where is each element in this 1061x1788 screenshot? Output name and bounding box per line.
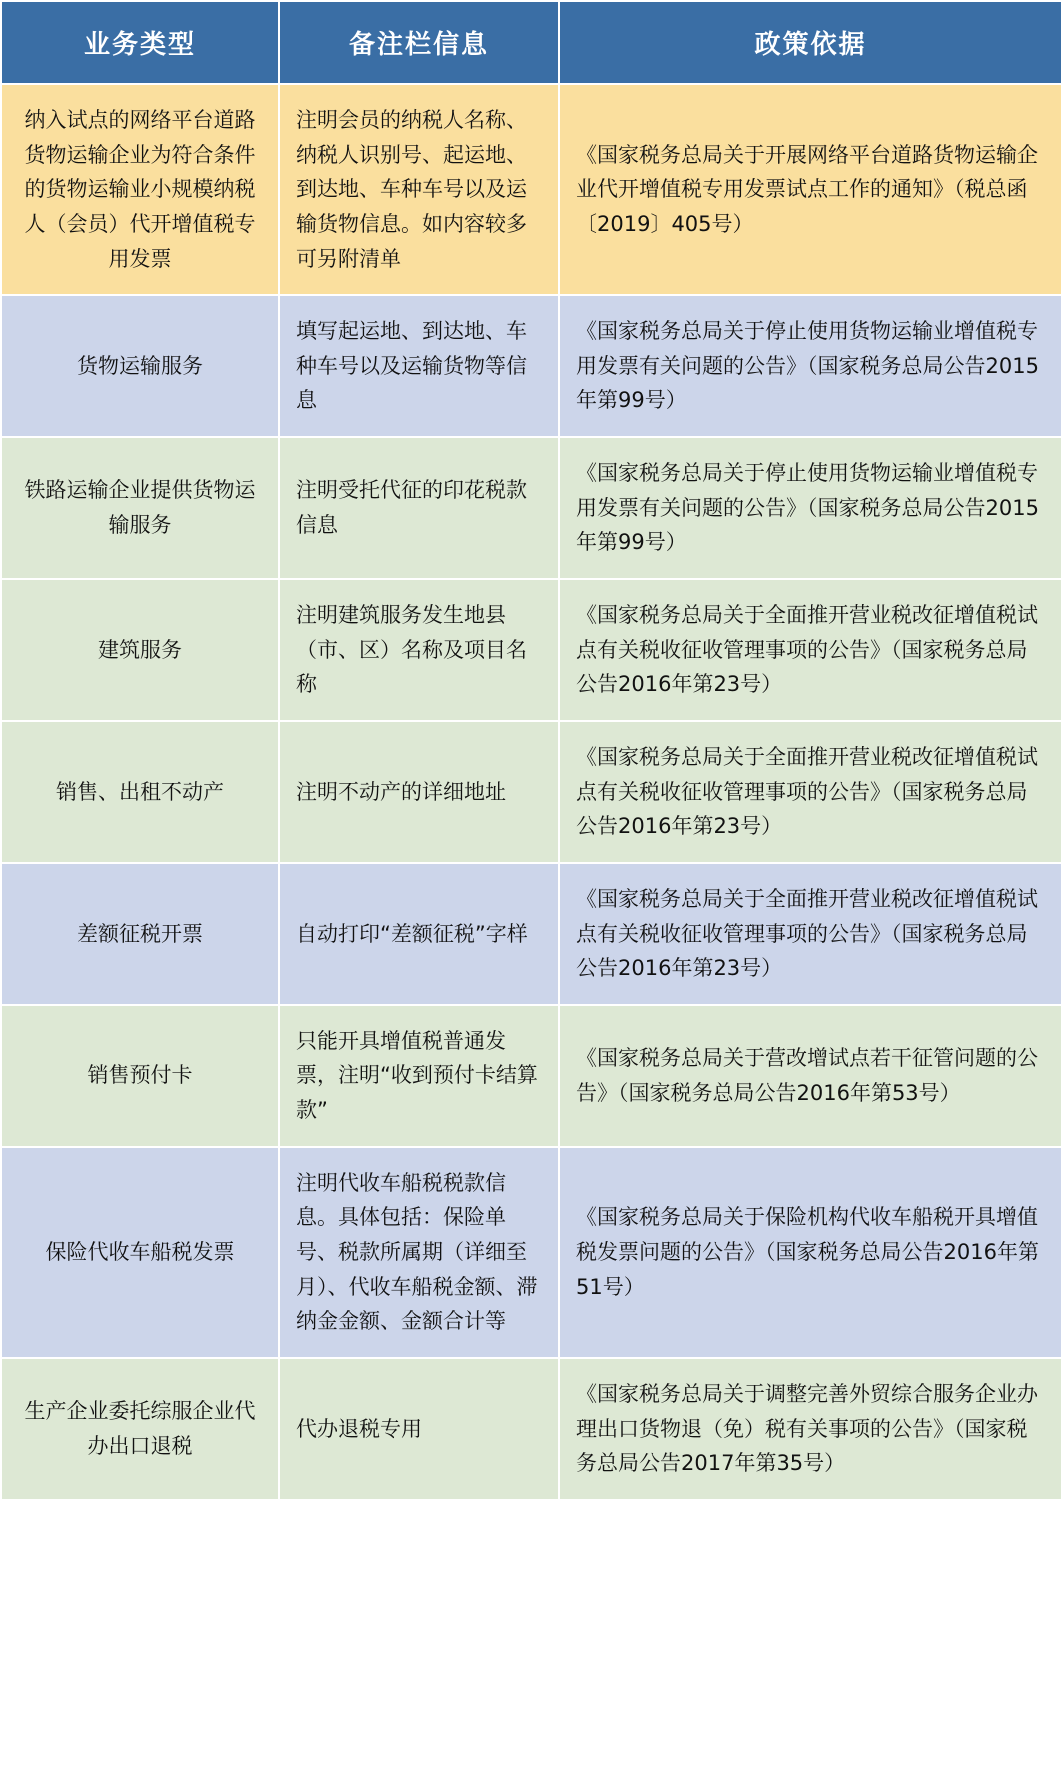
cell-policy-basis: 《国家税务总局关于全面推开营业税改征增值税试点有关税收征收管理事项的公告》（国家税务总局公告2016年第23号） bbox=[559, 863, 1061, 1005]
column-header-note-info: 备注栏信息 bbox=[279, 1, 559, 84]
cell-note-info: 代办退税专用 bbox=[279, 1358, 559, 1500]
table-row bbox=[1, 579, 1061, 721]
cell-business-type: 销售预付卡 bbox=[1, 1005, 279, 1147]
table-row bbox=[1, 1358, 1061, 1500]
cell-policy-basis: 《国家税务总局关于停止使用货物运输业增值税专用发票有关问题的公告》（国家税务总局公告2015年第99号） bbox=[559, 437, 1061, 579]
cell-note-info: 只能开具增值税普通发票，注明“收到预付卡结算款” bbox=[279, 1005, 559, 1147]
cell-business-type: 建筑服务 bbox=[1, 579, 279, 721]
cell-business-type: 保险代收车船税发票 bbox=[1, 1147, 279, 1358]
cell-note-info: 注明不动产的详细地址 bbox=[279, 721, 559, 863]
table-header-row bbox=[1, 1, 1061, 84]
cell-business-type: 生产企业委托综服企业代办出口退税 bbox=[1, 1358, 279, 1500]
table-row bbox=[1, 295, 1061, 437]
column-header-business-type: 业务类型 bbox=[1, 1, 279, 84]
table-row bbox=[1, 863, 1061, 1005]
table-row bbox=[1, 1147, 1061, 1358]
cell-note-info: 注明建筑服务发生地县（市、区）名称及项目名称 bbox=[279, 579, 559, 721]
cell-note-info: 填写起运地、到达地、车种车号以及运输货物等信息 bbox=[279, 295, 559, 437]
table-header bbox=[1, 1, 1061, 84]
table-row bbox=[1, 721, 1061, 863]
cell-note-info: 注明会员的纳税人名称、纳税人识别号、起运地、到达地、车种车号以及运输货物信息。如内容较多可另附清单 bbox=[279, 84, 559, 295]
table-row bbox=[1, 1005, 1061, 1147]
cell-policy-basis: 《国家税务总局关于全面推开营业税改征增值税试点有关税收征收管理事项的公告》（国家税务总局公告2016年第23号） bbox=[559, 721, 1061, 863]
cell-policy-basis: 《国家税务总局关于保险机构代收车船税开具增值税发票问题的公告》（国家税务总局公告2016年第51号） bbox=[559, 1147, 1061, 1358]
cell-policy-basis: 《国家税务总局关于营改增试点若干征管问题的公告》（国家税务总局公告2016年第53号） bbox=[559, 1005, 1061, 1147]
table-body bbox=[1, 84, 1061, 1500]
cell-policy-basis: 《国家税务总局关于开展网络平台道路货物运输企业代开增值税专用发票试点工作的通知》（税总函〔2019〕405号） bbox=[559, 84, 1061, 295]
cell-note-info: 注明受托代征的印花税款信息 bbox=[279, 437, 559, 579]
cell-policy-basis: 《国家税务总局关于全面推开营业税改征增值税试点有关税收征收管理事项的公告》（国家税务总局公告2016年第23号） bbox=[559, 579, 1061, 721]
cell-business-type: 差额征税开票 bbox=[1, 863, 279, 1005]
table-row bbox=[1, 84, 1061, 295]
cell-business-type: 销售、出租不动产 bbox=[1, 721, 279, 863]
cell-business-type: 纳入试点的网络平台道路货物运输企业为符合条件的货物运输业小规模纳税人（会员）代开增值税专用发票 bbox=[1, 84, 279, 295]
column-header-policy-basis: 政策依据 bbox=[559, 1, 1061, 84]
cell-note-info: 注明代收车船税税款信息。具体包括：保险单号、税款所属期（详细至月）、代收车船税金额、滞纳金金额、金额合计等 bbox=[279, 1147, 559, 1358]
cell-policy-basis: 《国家税务总局关于停止使用货物运输业增值税专用发票有关问题的公告》（国家税务总局公告2015年第99号） bbox=[559, 295, 1061, 437]
cell-business-type: 铁路运输企业提供货物运输服务 bbox=[1, 437, 279, 579]
table-row bbox=[1, 437, 1061, 579]
cell-business-type: 货物运输服务 bbox=[1, 295, 279, 437]
cell-policy-basis: 《国家税务总局关于调整完善外贸综合服务企业办理出口货物退（免）税有关事项的公告》（国家税务总局公告2017年第35号） bbox=[559, 1358, 1061, 1500]
cell-note-info: 自动打印“差额征税”字样 bbox=[279, 863, 559, 1005]
